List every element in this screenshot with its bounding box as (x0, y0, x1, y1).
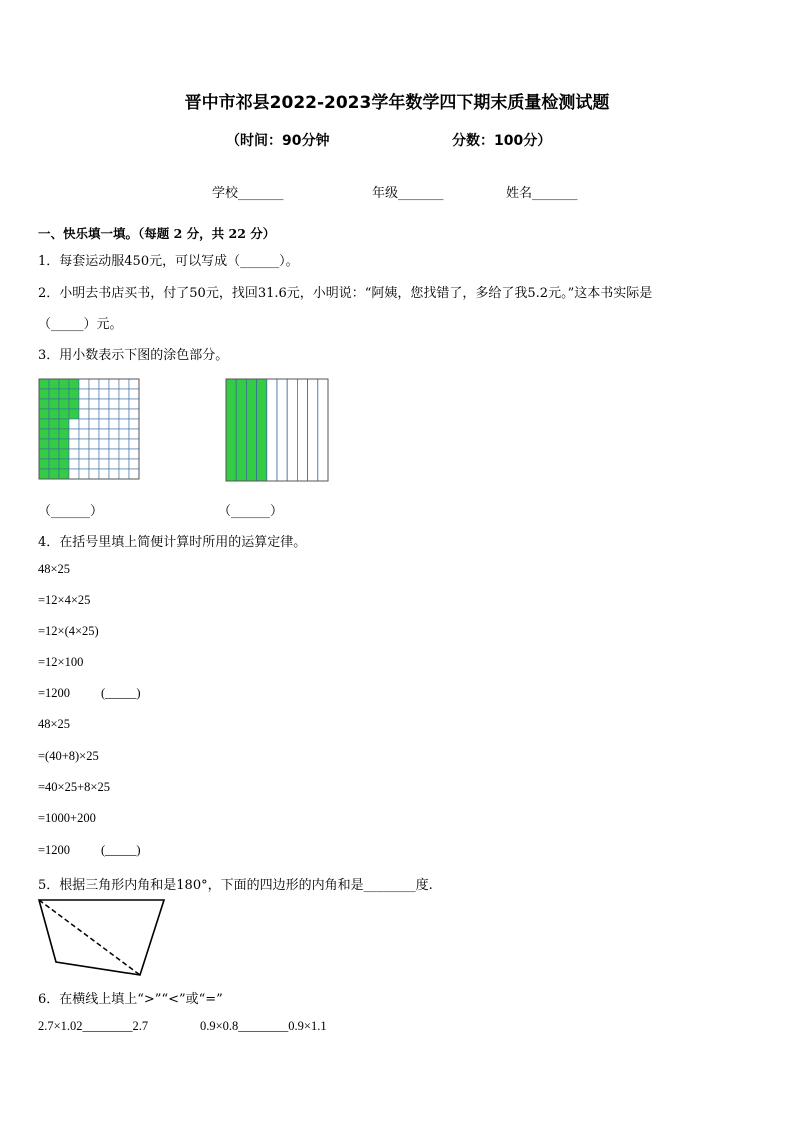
calc2-step-2: =(40+8)×25 (38, 749, 99, 763)
grid-cell (99, 439, 109, 449)
grid-cell (69, 419, 79, 429)
grid-cell (79, 379, 89, 389)
grid-cell-shaded (59, 429, 69, 439)
grid-cell-shaded (39, 399, 49, 409)
grid-cell (89, 449, 99, 459)
grid-cell (89, 459, 99, 469)
grid-cell-shaded (49, 399, 59, 409)
grid-cell-shaded (39, 459, 49, 469)
grid-cell (129, 429, 139, 439)
grid-cell-shaded (59, 419, 69, 429)
calc1-step-4: =12×100 (38, 655, 84, 669)
question-3-answer-1[interactable]: （______） (38, 504, 104, 519)
grid-cell (99, 469, 109, 479)
grid-cell (119, 449, 129, 459)
grid-cell (69, 429, 79, 439)
grid-cell-shaded (59, 459, 69, 469)
grid-cell (119, 429, 129, 439)
grid-cell-shaded (49, 389, 59, 399)
quadrilateral-figure (36, 897, 168, 979)
grid-cell (119, 459, 129, 469)
grid-cell (109, 389, 119, 399)
grid-cell-shaded (69, 399, 79, 409)
school-field[interactable]: 学校_______ (212, 186, 284, 201)
grid-cell (79, 439, 89, 449)
grid-cell-shaded (39, 379, 49, 389)
quadrilateral-diagonal (39, 900, 140, 975)
grid-cell (109, 429, 119, 439)
grid-cell (89, 429, 99, 439)
grid-cell (89, 469, 99, 479)
grid-cell (79, 389, 89, 399)
hundred-grid-figure (38, 378, 140, 480)
grid-cell (99, 429, 109, 439)
grid-cell-shaded (49, 439, 59, 449)
grid-cell-shaded (49, 469, 59, 479)
exam-time: （时间：90分钟 (226, 133, 330, 149)
bar-shaded (257, 379, 267, 481)
grid-cell-shaded (39, 389, 49, 399)
bar (318, 379, 328, 481)
question-6-compare-2[interactable]: 0.9×0.8________0.9×1.1 (200, 1019, 327, 1033)
calc1-step-2: =12×4×25 (38, 593, 91, 607)
grid-cell (109, 399, 119, 409)
grid-cell (79, 429, 89, 439)
grid-cell (119, 379, 129, 389)
grid-cell (89, 379, 99, 389)
grid-cell-shaded (39, 449, 49, 459)
calc1-step-1: 48×25 (38, 562, 71, 576)
grid-cell (89, 419, 99, 429)
question-4: 4．在括号里填上简便计算时所用的运算定律。 (38, 535, 307, 550)
bar-shaded (246, 379, 256, 481)
grid-cell-shaded (49, 379, 59, 389)
question-5: 5．根据三角形内角和是180°，下面的四边形的内角和是________度. (38, 878, 433, 893)
grid-cell (79, 469, 89, 479)
grid-cell (129, 409, 139, 419)
grid-cell (99, 459, 109, 469)
grid-cell (79, 399, 89, 409)
question-6-compare-1[interactable]: 2.7×1.02________2.7 (38, 1019, 149, 1033)
calc1-step-3: =12×(4×25) (38, 624, 99, 638)
grid-cell (119, 469, 129, 479)
bar (267, 379, 277, 481)
page-title: 晋中市祁县2022-2023学年数学四下期末质量检测试题 (184, 93, 610, 113)
calc2-step-3: =40×25+8×25 (38, 780, 110, 794)
bar (287, 379, 297, 481)
grid-cell-shaded (49, 449, 59, 459)
grid-cell (109, 379, 119, 389)
bar-shaded (236, 379, 246, 481)
name-field[interactable]: 姓名_______ (506, 186, 578, 201)
grid-cell (99, 419, 109, 429)
grid-cell (119, 409, 129, 419)
grid-cell (99, 409, 109, 419)
grid-cell (109, 409, 119, 419)
grid-cell-shaded (49, 429, 59, 439)
grade-field[interactable]: 年级_______ (372, 186, 444, 201)
calc1-law-blank[interactable]: (_____) (101, 686, 141, 700)
grid-cell (119, 419, 129, 429)
grid-cell-shaded (49, 459, 59, 469)
grid-cell (109, 439, 119, 449)
grid-cell (129, 399, 139, 409)
grid-cell (99, 379, 109, 389)
grid-cell (129, 379, 139, 389)
question-1: 1．每套运动服450元，可以写成（______）。 (38, 254, 299, 269)
question-3: 3．用小数表示下图的涂色部分。 (38, 348, 229, 363)
grid-cell (119, 439, 129, 449)
grid-cell-shaded (59, 389, 69, 399)
grid-cell-shaded (59, 409, 69, 419)
grid-cell-shaded (39, 429, 49, 439)
grid-cell-shaded (59, 399, 69, 409)
grid-cell (99, 389, 109, 399)
grid-cell (89, 409, 99, 419)
grid-cell (69, 459, 79, 469)
grid-cell (69, 449, 79, 459)
grid-cell (129, 389, 139, 399)
grid-cell-shaded (69, 379, 79, 389)
grid-cell (109, 469, 119, 479)
grid-cell (89, 439, 99, 449)
grid-cell (129, 469, 139, 479)
question-2-line-2: （_____）元。 (38, 317, 123, 332)
calc2-step-1: 48×25 (38, 717, 71, 731)
question-3-answer-2[interactable]: （______） (218, 504, 284, 519)
grid-cell (129, 459, 139, 469)
grid-cell (69, 469, 79, 479)
grid-cell (89, 399, 99, 409)
grid-cell-shaded (49, 419, 59, 429)
grid-cell (79, 409, 89, 419)
quadrilateral-outline (39, 900, 164, 975)
grid-cell (129, 449, 139, 459)
calc2-step-5: =1200 (38, 843, 71, 857)
grid-cell-shaded (49, 409, 59, 419)
grid-cell (89, 389, 99, 399)
grid-cell-shaded (69, 389, 79, 399)
bar (297, 379, 307, 481)
bar-shaded (226, 379, 236, 481)
grid-cell (79, 449, 89, 459)
grid-cell (109, 459, 119, 469)
grid-cell-shaded (39, 409, 49, 419)
grid-cell (79, 459, 89, 469)
grid-cell-shaded (39, 469, 49, 479)
bar (308, 379, 318, 481)
question-2-line-1: 2．小明去书店买书，付了50元，找回31.6元，小明说：“阿姨，您找错了，多给了我5.2元。”这本书实际是 (38, 286, 653, 301)
grid-cell (129, 419, 139, 429)
grid-cell (99, 449, 109, 459)
grid-cell-shaded (39, 419, 49, 429)
grid-cell-shaded (59, 449, 69, 459)
grid-cell (69, 439, 79, 449)
grid-cell (119, 389, 129, 399)
calc2-step-4: =1000+200 (38, 811, 96, 825)
tenths-bar-figure (225, 378, 330, 482)
exam-score: 分数：100分） (452, 133, 552, 149)
section-heading: 一、快乐填一填。（每题 2 分，共 22 分） (38, 226, 276, 241)
bar (277, 379, 287, 481)
grid-cell (109, 449, 119, 459)
calc2-law-blank[interactable]: (_____) (101, 843, 141, 857)
grid-cell-shaded (69, 409, 79, 419)
grid-cell-shaded (59, 439, 69, 449)
grid-cell (109, 419, 119, 429)
calc1-step-5: =1200 (38, 686, 71, 700)
grid-cell (79, 419, 89, 429)
grid-cell-shaded (59, 469, 69, 479)
grid-cell-shaded (59, 379, 69, 389)
grid-cell (119, 399, 129, 409)
question-6: 6．在横线上填上“>”“<”或“=” (38, 992, 223, 1007)
grid-cell (129, 439, 139, 449)
grid-cell (99, 399, 109, 409)
grid-cell-shaded (39, 439, 49, 449)
